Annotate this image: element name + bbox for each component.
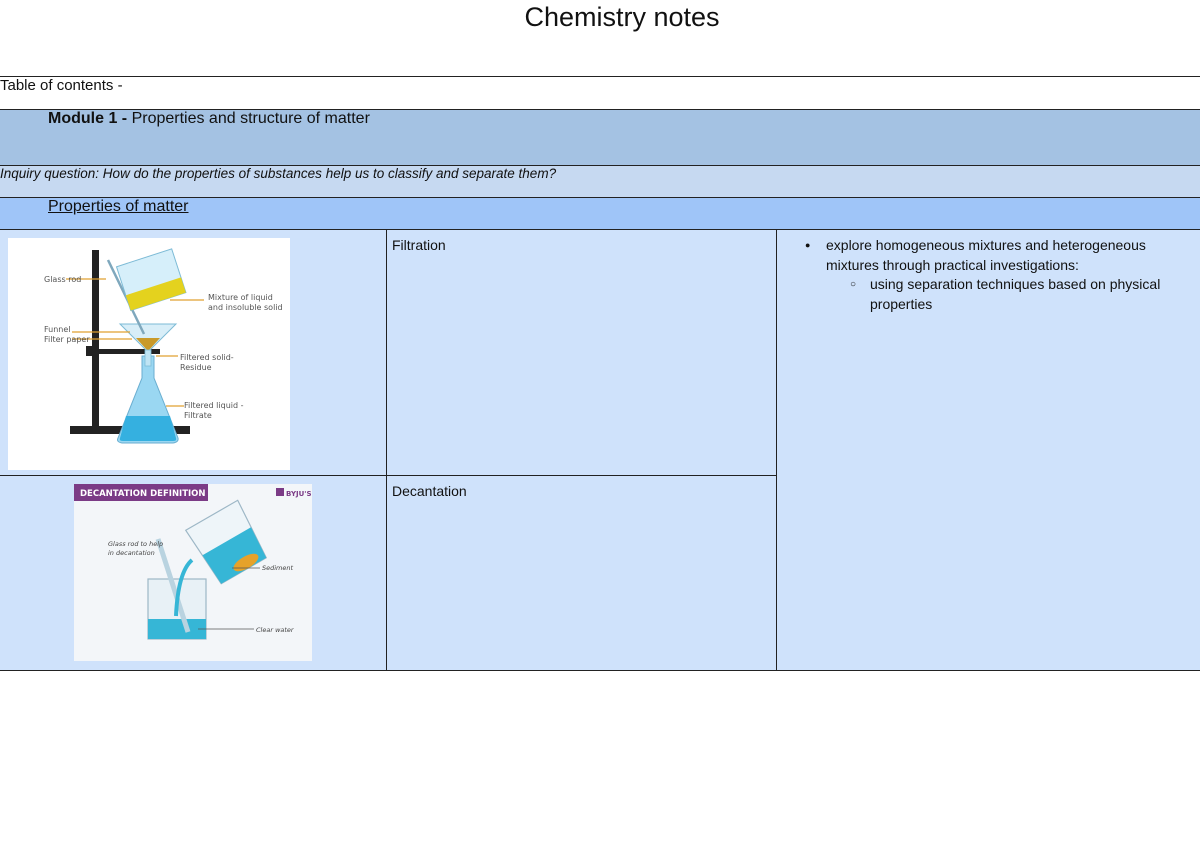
label-glass-rod-help: Glass rod to help xyxy=(108,540,164,548)
module-cell[interactable] xyxy=(0,110,1200,166)
objective-text: explore homogeneous mixtures and heterogeneous mixtures through practical investigations: xyxy=(826,237,1146,273)
label-glass-rod: Glass rod xyxy=(44,275,82,284)
section-link[interactable]: Properties of matter xyxy=(48,198,189,215)
section-cell[interactable] xyxy=(0,198,1200,230)
label-clear-water: Clear water xyxy=(256,626,294,634)
objective-sublist xyxy=(826,275,1200,314)
label-mixture-1: Mixture of liquid xyxy=(208,293,273,302)
label-filter-paper: Filter paper xyxy=(44,335,90,344)
label-in-decantation: in decantation xyxy=(108,549,155,557)
objective-item xyxy=(826,236,1200,314)
inquiry-question: Inquiry question: How do the properties of substances help us to classify and separate them? xyxy=(0,166,557,181)
filtration-text-cell[interactable] xyxy=(387,230,777,476)
decantation-text-cell[interactable] xyxy=(387,476,777,671)
inquiry-row xyxy=(0,166,1200,198)
filtration-row xyxy=(0,230,1200,476)
module-name: Properties and structure of matter xyxy=(131,110,370,127)
module-number: Module 1 - xyxy=(48,110,132,127)
objectives-cell[interactable] xyxy=(777,230,1200,671)
filtration-image-cell[interactable] xyxy=(0,230,387,476)
decantation-logo: BYJU'S xyxy=(286,490,312,498)
objectives-list xyxy=(777,236,1200,314)
inquiry-cell[interactable] xyxy=(0,166,1200,198)
filtration-label: Filtration xyxy=(392,237,446,253)
decantation-image-cell[interactable] xyxy=(0,476,387,671)
label-filtrate: Filtrate xyxy=(184,411,212,420)
label-filtered-solid: Filtered solid- xyxy=(180,353,234,362)
document-title: Chemistry notes xyxy=(524,2,720,32)
label-mixture-2: and insoluble solid xyxy=(208,303,283,312)
decantation-banner: DECANTATION DEFINITION xyxy=(80,489,206,499)
module-row xyxy=(0,110,1200,166)
label-funnel: Funnel xyxy=(44,325,71,334)
objective-subitem xyxy=(870,275,1200,314)
section-row xyxy=(0,198,1200,230)
filtration-diagram[interactable] xyxy=(8,238,290,470)
label-filtered-liquid: Filtered liquid - xyxy=(184,401,244,410)
decantation-label: Decantation xyxy=(392,483,467,499)
toc-cell[interactable] xyxy=(0,77,1200,110)
objective-subtext: using separation techniques based on physical properties xyxy=(870,276,1161,312)
label-sediment: Sediment xyxy=(262,564,294,572)
toc-label: Table of contents - xyxy=(0,77,123,94)
decantation-diagram[interactable] xyxy=(74,484,312,661)
label-residue: Residue xyxy=(180,363,212,372)
toc-row xyxy=(0,77,1200,110)
notes-table xyxy=(0,76,1200,671)
